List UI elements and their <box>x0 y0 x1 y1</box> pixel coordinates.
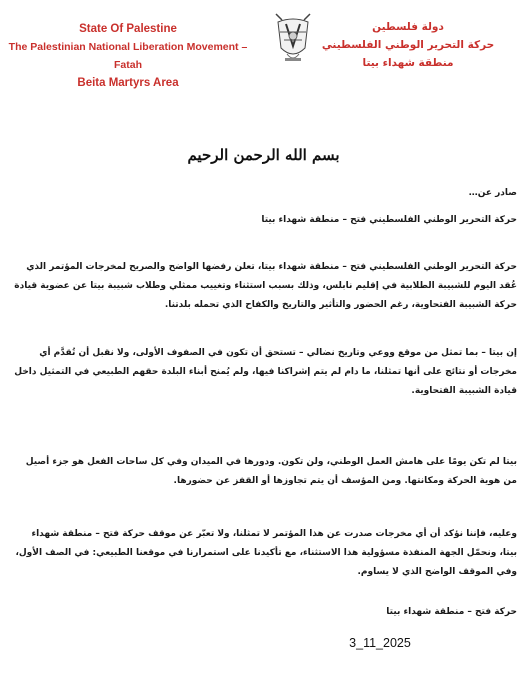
paragraph-4: وعليه، فإننا نؤكد أن أي مخرجات صدرت عن هذا المؤتمر لا تمثلنا، ولا تعبّر عن موقف حركة فتح – منطقة شهداء بيتا، ونحمّل الجهة المنفذة مسؤولية هذا الاستثناء، مع تأكيدنا على استمرارنا في موقعنا الطبيعي: في الصف الأول، وفي الموقف الواضح الذي لا يساوم. <box>15 529 517 577</box>
arabic-movement-name: حركة التحرير الوطني الفلسطيني <box>321 39 495 51</box>
issuer-line: حركة التحرير الوطني الفلسطيني فتح – منطقة شهداء بيتا <box>261 215 517 225</box>
english-state-name: State Of Palestine <box>79 23 177 35</box>
english-area-name: Beita Martyrs Area <box>77 77 179 89</box>
issued-from-line: صادر عن… <box>468 188 517 198</box>
paragraph-1: حركة التحرير الوطني الفلسطيني فتح – منطقة شهداء بيتا، تعلن رفضها الواضح والصريح لمخرجات المؤتمر الذي عُقد اليوم للشبيبة الطلابية في إقليم نابلس، وذلك بسبب استثناء وتغييب ممثلي وطلاب شبيبة بيتا عن عضوية قيادة حركة الشبيبة الفتحاوية، رغم الحضور والتأثير والتاريخ والكفاح الذي تحمله بلدتنا. <box>14 262 517 310</box>
document-date: 3_11_2025 <box>349 636 411 650</box>
arabic-state-name: دولة فلسطين <box>372 21 444 33</box>
english-letterhead <box>8 20 248 92</box>
signature-line: حركة فتح – منطقة شهداء بيتا <box>386 607 517 617</box>
paragraph-3: بيتا لم تكن يومًا على هامش العمل الوطني، ولن تكون. ودورها في الميدان وفي كل ساحات الفعل هو جزء أصيل من هوية الحركة ومكانتها. ومن المؤسف أن يتم تجاوزها أو القفز عن حضورها. <box>25 457 517 486</box>
arabic-letterhead <box>303 18 513 72</box>
arabic-area-name: منطقة شهداء بيتا <box>362 57 454 69</box>
basmala-heading: بسم الله الرحمن الرحيم <box>187 146 340 164</box>
paragraph-2: إن بيتا – بما تمثل من موقع ووعي وتاريخ نضالي – تستحق أن تكون في الصفوف الأولى، ولا نقبل أن تُقدَّم أي مخرجات أو نتائج على أنها تمثلنا، ما دام لم يتم إشراكنا فيها، ولم يُمنح أبناء البلدة حقهم الطبيعي في التمثيل داخل قيادة الشبيبة الفتحاوية. <box>14 348 517 396</box>
english-movement-name: The Palestinian National Liberation Movement – Fatah <box>8 41 248 71</box>
